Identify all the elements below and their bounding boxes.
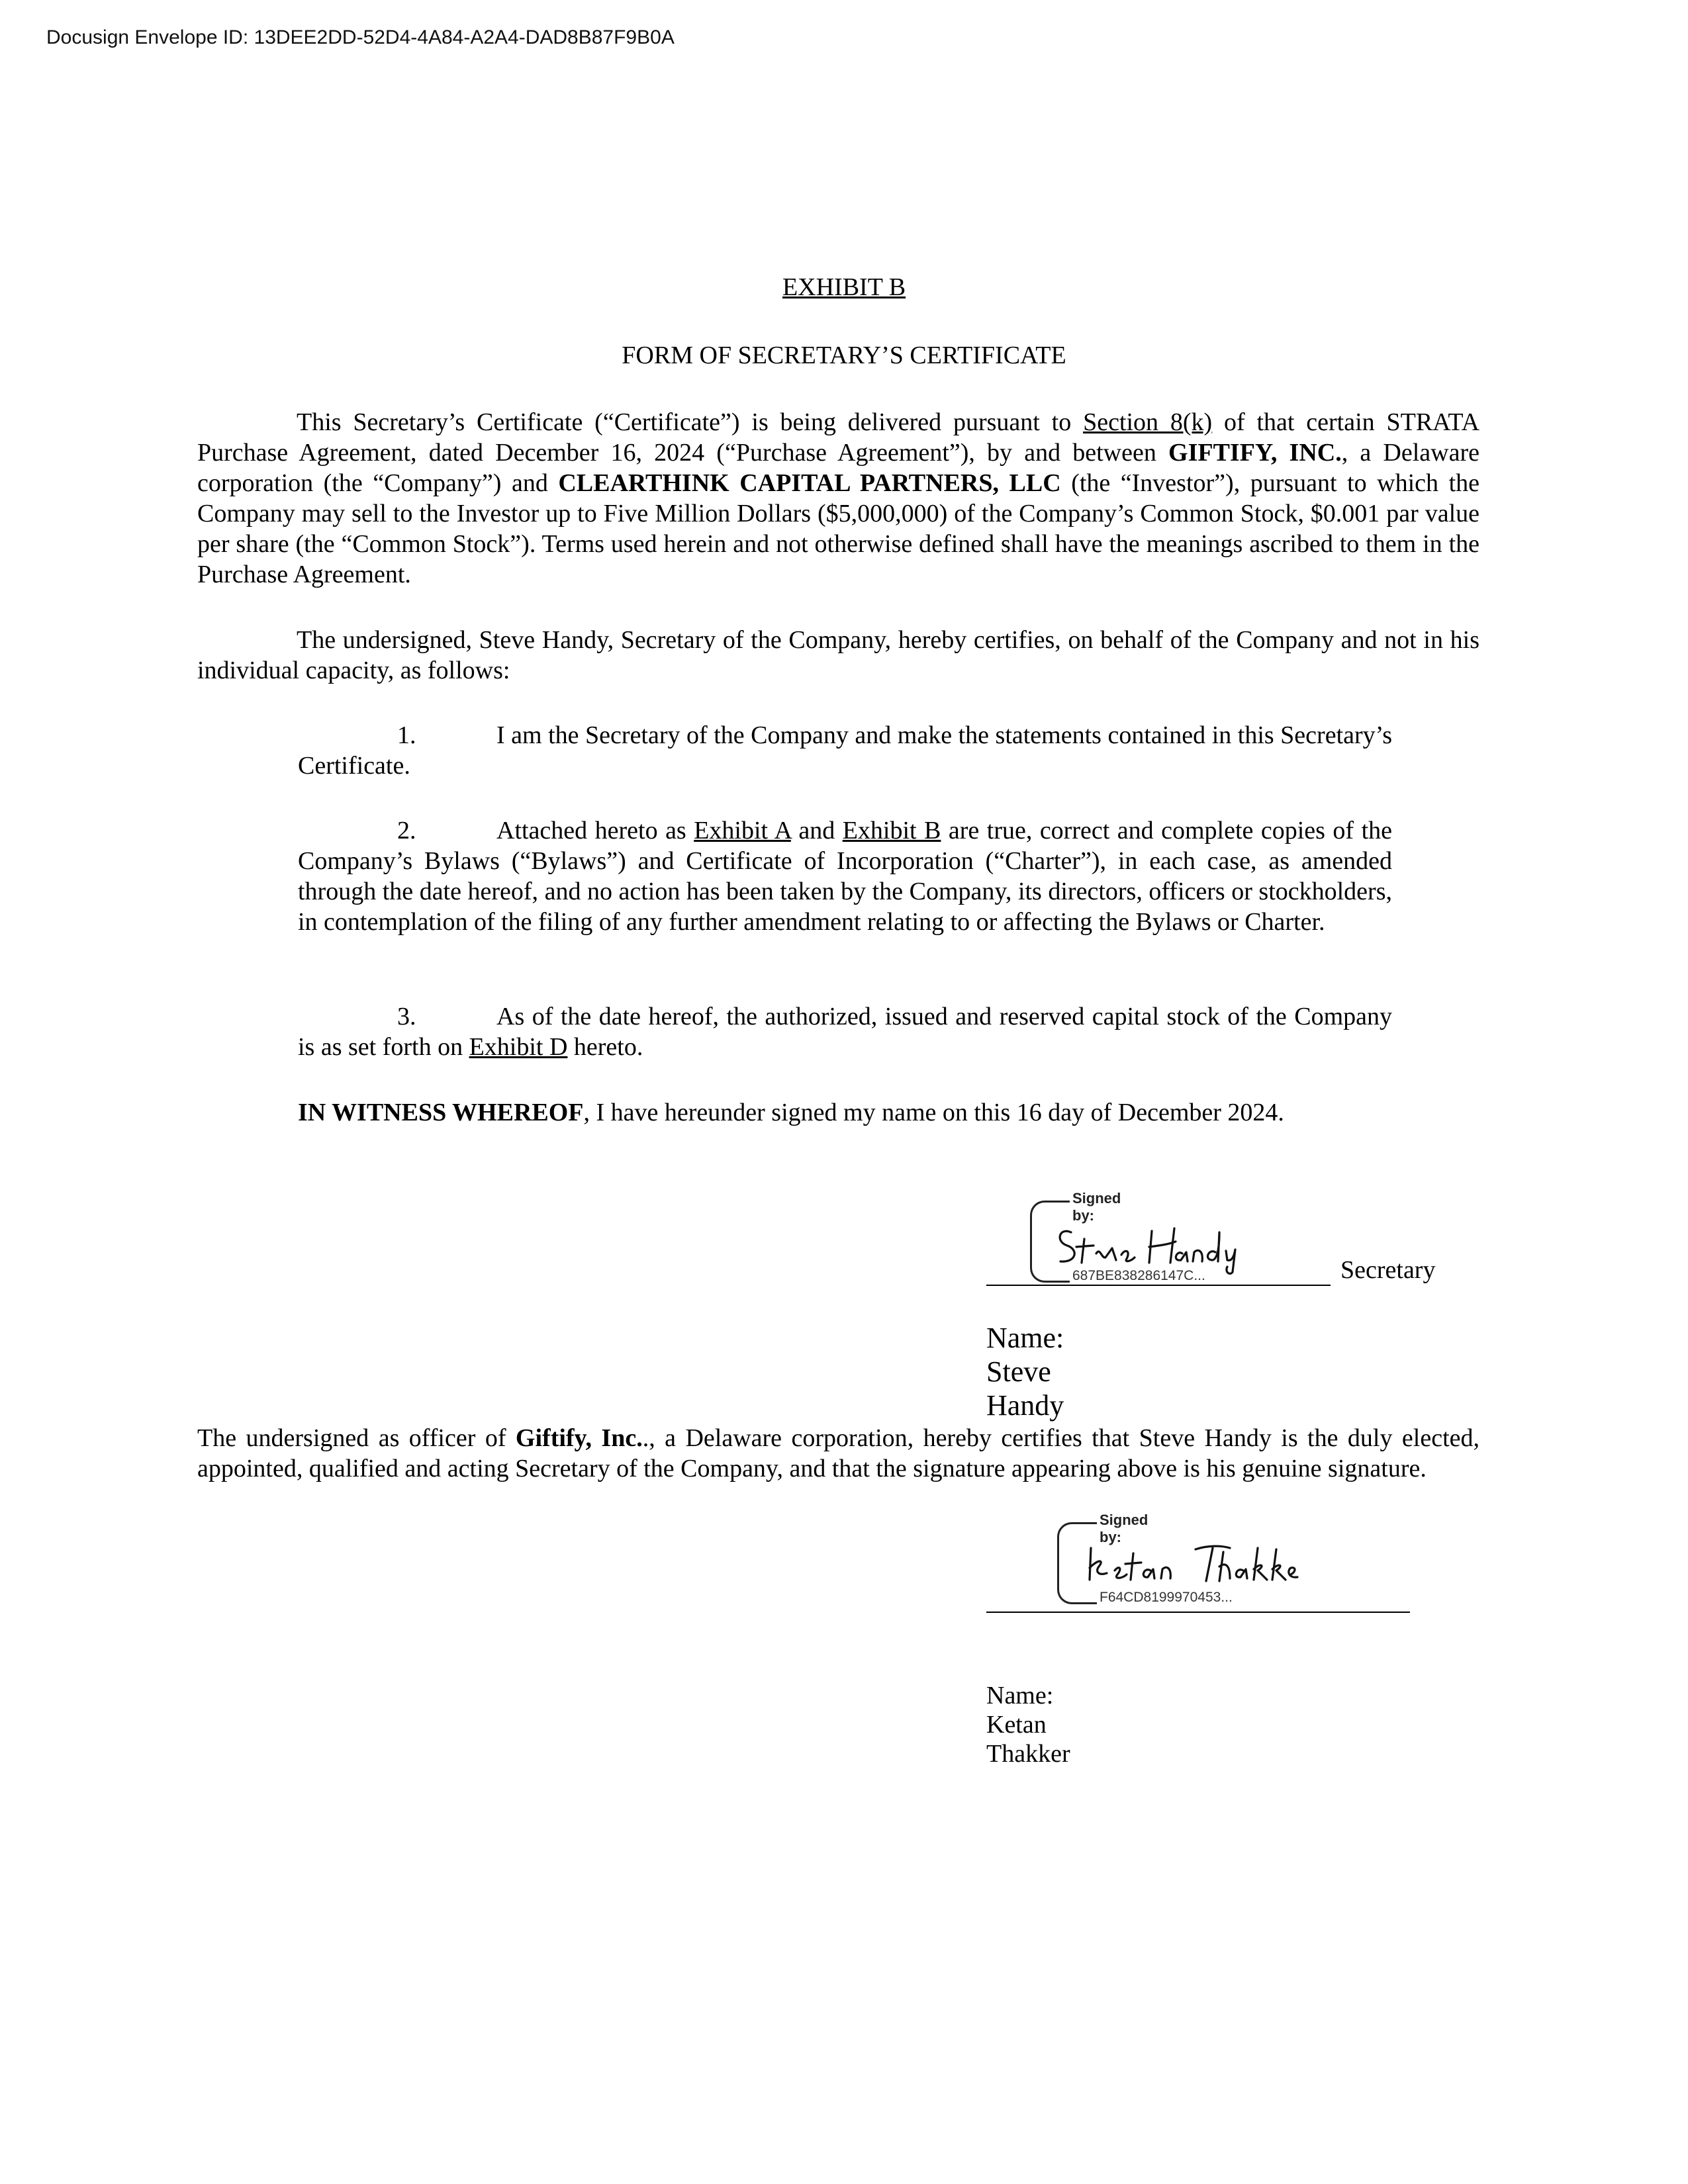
certify-paragraph: The undersigned, Steve Handy, Secretary of the Company, hereby certifies, on behalf of the Company and not in his individual capacity, as follows: [197, 626, 1479, 684]
intro-paragraph: This Secretary’s Certificate (“Certificate”) is being delivered pursuant to Section 8(k) of that certain STRATA Purchase Agreement, dated December 16, 2024 (“Purchase Agreement”), by and between GIFTIFY, INC., a Delaware corporation (the “Company”) and CLEARTHINK CAPITAL PARTNERS, LLC (the “Investor”), pursuant to which the Company may sell to the Investor up to Five Million Dollars ($5,000,000) of the Company’s Common Stock, $0.001 par value per share (the “Common Stock”). Terms used herein and not otherwise defined shall have the meanings ascribed to them in the Purchase Agreement. [197, 408, 1480, 588]
list-item-2: 2. Attached hereto as Exhibit A and Exhibit B are true, correct and complete copies of the Company’s Bylaws (“Bylaws”) and Certificate of Incorporation (“Charter”), in each case, as amended through the date hereof, and no action has been taken by the Company, its directors, officers or stockholders, in contemplation of the filing of any further amendment relating to or affecting the Bylaws or Charter. [298, 817, 1392, 936]
envelope-id: Docusign Envelope ID: 13DEE2DD-52D4-4A84-A2A4-DAD8B87F9B0A [46, 26, 675, 48]
exhibit-d-reference: Exhibit D [469, 1033, 568, 1061]
signed-by-label: Signed by: [1097, 1512, 1150, 1546]
exhibit-a-reference: Exhibit A [694, 817, 791, 844]
signed-by-label: Signed by: [1070, 1190, 1123, 1224]
giftify-name: Giftify, Inc. [515, 1424, 643, 1452]
investor-name: CLEARTHINK CAPITAL PARTNERS, LLC [558, 469, 1061, 497]
signature-id: 687BE838286147C... [1070, 1268, 1208, 1284]
company-name: GIFTIFY, INC. [1168, 439, 1342, 467]
list-item-3: 3. As of the date hereof, the authorized, issued and reserved capital stock of the Company is as set forth on Exhibit D hereto. [298, 1003, 1392, 1061]
signature-line [986, 1612, 1410, 1613]
secretary-title: Secretary [1340, 1256, 1436, 1284]
signature-line [986, 1285, 1331, 1286]
name-ketan-thakker: Name: Ketan Thakker [986, 1682, 1070, 1768]
witness-clause: IN WITNESS WHEREOF, I have hereunder signed my name on this 16 day of December 2024. [298, 1099, 1284, 1126]
certificate-title: FORM OF SECRETARY’S CERTIFICATE [622, 341, 1066, 369]
exhibit-heading: EXHIBIT B [782, 273, 906, 301]
section-reference: Section 8(k) [1083, 408, 1213, 436]
ketan-thakker-signature [1084, 1539, 1303, 1592]
name-steve-handy: Name: Steve Handy [986, 1322, 1064, 1422]
signature-id: F64CD8199970453... [1097, 1590, 1235, 1606]
list-item-1: 1. I am the Secretary of the Company and make the statements contained in this Secretary’s Certificate. [298, 721, 1392, 780]
officer-certification: The undersigned as officer of Giftify, Inc.., a Delaware corporation, hereby certifies that Steve Handy is the duly elected, appointed, qualified and acting Secretary of the Company, and that the signature appearing above is his genuine signature. [197, 1424, 1480, 1482]
exhibit-b-reference: Exhibit B [842, 817, 941, 844]
